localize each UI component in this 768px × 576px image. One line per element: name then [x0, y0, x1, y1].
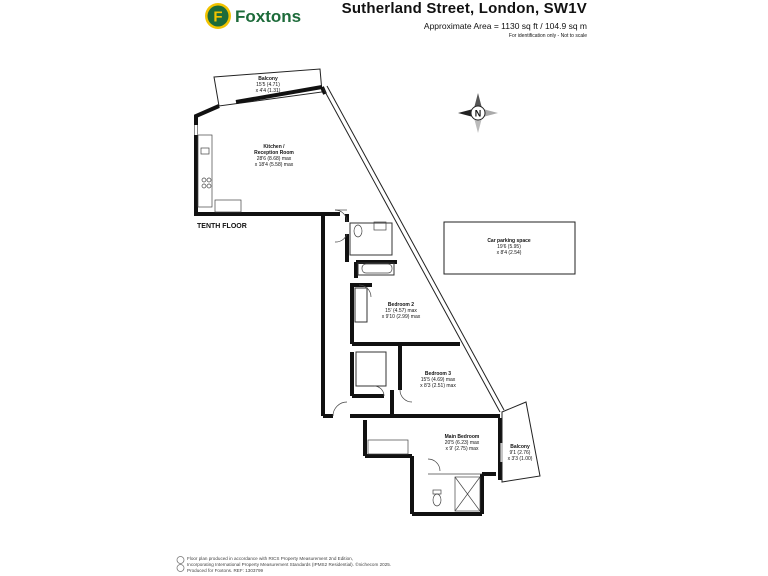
floor-level-label: TENTH FLOOR — [197, 223, 247, 230]
approximate-area: Approximate Area = 1130 sq ft / 104.9 sq m — [423, 21, 587, 31]
logo-wordmark: Foxtons — [235, 7, 302, 26]
room-dimension: x 4'4 (1.31) — [255, 88, 281, 94]
room-dimension: x 9' (2.75) max — [445, 446, 479, 452]
room-dimension: x 3'3 (1.00) — [507, 456, 533, 462]
bathroom-fittings — [354, 222, 392, 273]
room-name: Main Bedroom — [444, 434, 480, 440]
room-label-balcony-right — [508, 444, 533, 462]
logo-badge-letter: F — [213, 8, 223, 26]
room-label-balcony-top — [256, 76, 281, 94]
footer-notes — [187, 556, 487, 574]
compass-icon — [458, 93, 498, 133]
room-name: Bedroom 2 — [387, 302, 415, 308]
room-name: Car parking space — [487, 238, 531, 244]
room-name: Balcony — [510, 444, 530, 450]
door-swings — [333, 210, 440, 471]
balcony-right-outline — [502, 402, 540, 482]
room-dimension: 15'5 (4.69) max — [420, 377, 456, 383]
scale-disclaimer: For identification only - Not to scale — [508, 33, 587, 39]
room-dimension: 15' (4.57) max — [385, 308, 417, 314]
ipms-badge-icon — [176, 556, 185, 574]
room-dimension: 20'5 (6.23) max — [444, 440, 480, 446]
room-label-bedroom-2 — [382, 302, 420, 320]
room-dimension: x 18'4 (5.58) max — [254, 162, 294, 168]
property-title: Sutherland Street, London, SW1V — [341, 0, 587, 17]
room-name: Reception Room — [254, 150, 294, 156]
room-dimension: 15'5 (4.71) — [256, 82, 280, 88]
room-name: Balcony — [258, 76, 278, 82]
room-label-bedroom-3 — [420, 371, 456, 389]
room-dimension: x 8'4 (2.54) — [496, 250, 522, 256]
room-label-car-parking — [487, 238, 530, 256]
compass-north-label: N — [474, 108, 482, 119]
room-dimension: x 9'10 (2.99) max — [381, 314, 421, 320]
room-label-kitchen — [254, 144, 294, 168]
room-name: Kitchen / — [263, 144, 285, 150]
room-dimension: 9'1 (2.76) — [509, 450, 531, 456]
footer-line: Floor plan produced in accordance with RICS Property Measurement 2nd Edition, — [187, 556, 353, 561]
room-dimension: 19'6 (5.95) — [497, 244, 521, 250]
kitchen-units — [196, 125, 241, 212]
footer-line: Incorporating International Property Measurement Standards (IPMS2 Residential). ©nichecom 2025. — [187, 562, 392, 567]
room-dimension: x 8'3 (2.51) max — [420, 383, 456, 389]
room-name: Bedroom 3 — [424, 371, 452, 377]
footer-line: Produced for Foxtons. REF: 1303799 — [187, 568, 264, 573]
room-dimension: 28'6 (8.68) max — [256, 156, 292, 162]
room-label-main-bedroom — [445, 434, 480, 452]
